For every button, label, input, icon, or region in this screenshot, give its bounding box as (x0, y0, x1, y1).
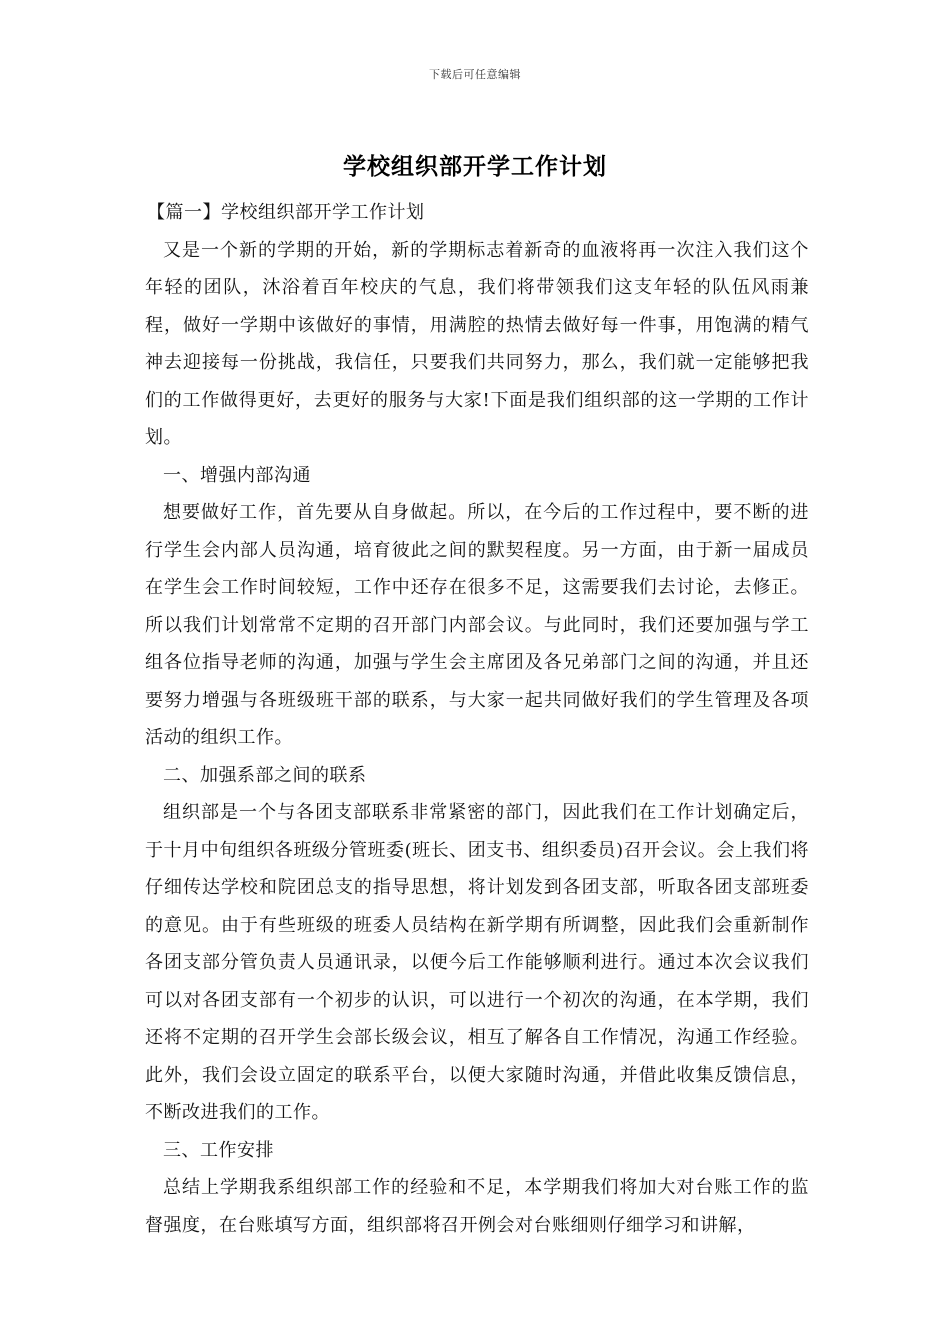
section-label: 【篇一】学校组织部开学工作计划 (147, 202, 425, 223)
document-body (145, 194, 809, 1244)
body-paragraph: 总结上学期我系组织部工作的经验和不足，本学期我们将加大对台账工作的监督强度，在台账填写方面，组织部将召开例会对台账细则仔细学习和讲解， (145, 1177, 809, 1236)
section-heading: 二、加强系部之间的联系 (163, 764, 367, 786)
body-paragraph: 组织部是一个与各团支部联系非常紧密的部门，因此我们在工作计划确定后，于十月中旬组织各班级分管班委(班长、团支书、组织委员)召开会议。会上我们将仔细传达学校和院团总支的指导思想，将计划发到各团支部，听取各团支部班委的意见。由于有些班级的班委人员结构在新学期有所调整，因此我们会重新制作各团支部分管负责人员通讯录，以便今后工作能够顺利进行。通过本次会议我们可以对各团支部有一个初步的认识，可以进行一个初次的沟通，在本学期，我们还将不定期的召开学生会部长级会议，相互了解各自工作情况，沟通工作经验。此外，我们会设立固定的联系平台，以便大家随时沟通，并借此收集反馈信息，不断改进我们的工作。 (145, 802, 809, 1123)
section-heading: 一、增强内部沟通 (163, 464, 311, 486)
body-paragraph: 想要做好工作，首先要从自身做起。所以，在今后的工作过程中，要不断的进行学生会内部人员沟通，培育彼此之间的默契程度。另一方面，由于新一届成员在学生会工作时间较短，工作中还存在很多不足，这需要我们去讨论，去修正。所以我们计划常常不定期的召开部门内部会议。与此同时，我们还要加强与学工组各位指导老师的沟通，加强与学生会主席团及各兄弟部门之间的沟通，并且还要努力增强与各班级班干部的联系，与大家一起共同做好我们的学生管理及各项活动的组织工作。 (145, 502, 809, 748)
body-paragraph: 又是一个新的学期的开始，新的学期标志着新奇的血液将再一次注入我们这个年轻的团队，沐浴着百年校庆的气息，我们将带领我们这支年轻的队伍风雨兼程，做好一学期中该做好的事情，用满腔的热情去做好每一件事，用饱满的精气神去迎接每一份挑战，我信任，只要我们共同努力，那么，我们就一定能够把我们的工作做得更好，去更好的服务与大家!下面是我们组织部的这一学期的工作计划。 (145, 239, 809, 448)
document-title: 学校组织部开学工作计划 (343, 153, 607, 180)
header-note: 下载后可任意编辑 (429, 68, 521, 81)
section-heading: 三、工作安排 (163, 1139, 274, 1161)
